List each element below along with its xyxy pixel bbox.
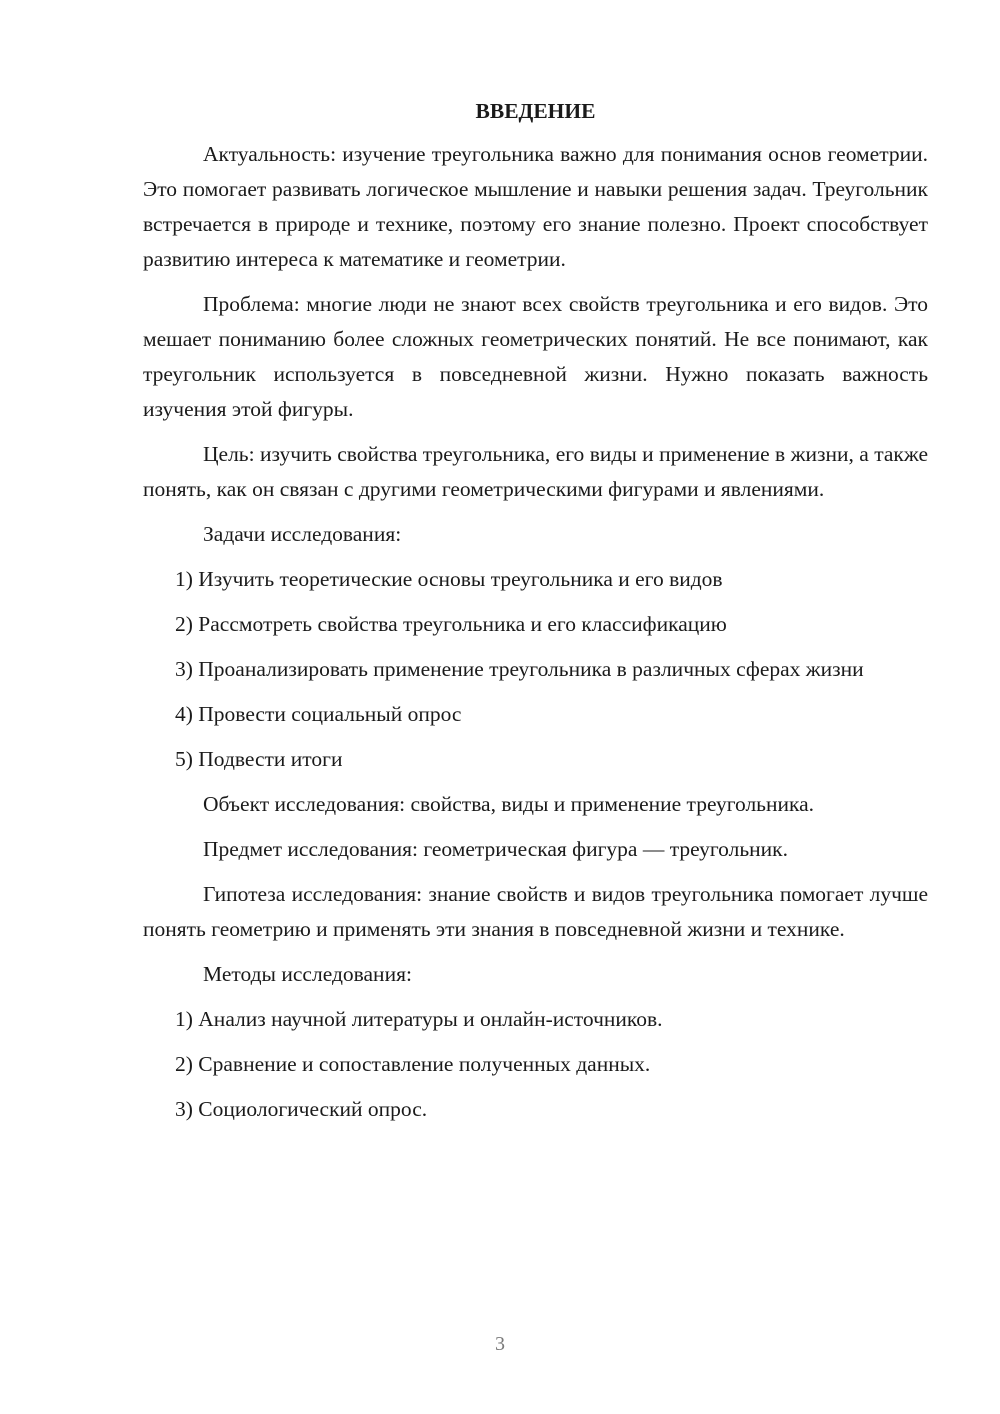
tasks-heading: Задачи исследования: <box>203 522 402 546</box>
task-item: 4) Провести социальный опрос <box>175 702 462 726</box>
method-item: 3) Социологический опрос. <box>175 1097 428 1121</box>
page-number: 3 <box>495 1333 505 1355</box>
goal-paragraph: Цель: изучить свойства треугольника, его виды и применение в жизни, а также понять, как он связан с другими геометрическими фигурами и явлениями. <box>143 442 928 501</box>
task-item: 3) Проанализировать применение треугольника в различных сферах жизни <box>175 657 864 681</box>
page-content <box>143 95 928 1137</box>
page-title: ВВЕДЕНИЕ <box>475 99 596 123</box>
problem-paragraph: Проблема: многие люди не знают всех свойств треугольника и его видов. Это мешает пониманию более сложных геометрических понятий. Не все понимают, как треугольник используется в повседневной жизни. Нужно показать важность изучения этой фигуры. <box>143 292 928 421</box>
object-paragraph: Объект исследования: свойства, виды и применение треугольника. <box>203 792 815 816</box>
subject-paragraph: Предмет исследования: геометрическая фигура — треугольник. <box>203 837 788 861</box>
hypothesis-paragraph: Гипотеза исследования: знание свойств и видов треугольника помогает лучше понять геометрию и применять эти знания в повседневной жизни и технике. <box>143 882 928 941</box>
method-item: 2) Сравнение и сопоставление полученных данных. <box>175 1052 651 1076</box>
task-item: 2) Рассмотреть свойства треугольника и его классификацию <box>175 612 727 636</box>
method-item: 1) Анализ научной литературы и онлайн-источников. <box>175 1007 663 1031</box>
relevance-paragraph: Актуальность: изучение треугольника важно для понимания основ геометрии. Это помогает развивать логическое мышление и навыки решения задач. Треугольник встречается в природе и технике, поэтому его знание полезно. Проект способствует развитию интереса к математике и геометрии. <box>143 142 928 271</box>
task-item: 1) Изучить теоретические основы треугольника и его видов <box>175 567 723 591</box>
methods-heading: Методы исследования: <box>203 962 412 986</box>
task-item: 5) Подвести итоги <box>175 747 343 771</box>
